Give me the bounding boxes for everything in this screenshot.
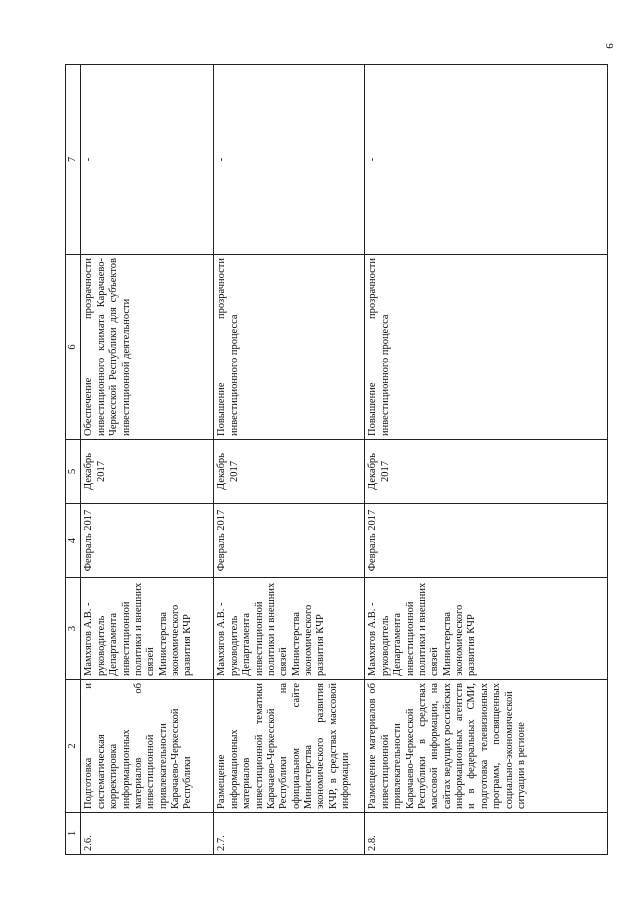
page-number: 9 (602, 43, 615, 49)
note-cell: - (365, 65, 608, 255)
result-cell: Повышение прозрачности инвестиционного процесса (214, 255, 365, 440)
activity-cell: Размещение информационных материалов инвестиционной тематики Карачаево-Черкесской Республики на официальном сайте Министерства экономического развития КЧР, в средствах массовой информации (214, 680, 365, 813)
end-date-cell: Декабрь 2017 (214, 440, 365, 504)
rotated-table-wrapper (65, 65, 608, 855)
responsible-cell: Мамхягов А.В. - руководитель Департамента инвестиционной политики и внешних связей Министерства экономического развития КЧР (214, 578, 365, 680)
column-number: 5 (66, 440, 81, 504)
responsible-cell: Мамхягов А.В. - руководитель Департамента инвестиционной политики и внешних связей Министерства экономического развития КЧР (365, 578, 608, 680)
responsible-cell: Мамхягов А.В. - руководитель Департамента инвестиционной политики и внешних связей Министерства экономического развития КЧР (81, 578, 214, 680)
activity-cell: Подготовка и систематическая корректировка информационных материалов об инвестиционной привлекательности Карачаево-Черкесской Республики (81, 680, 214, 813)
end-date-cell: Декабрь 2017 (81, 440, 214, 504)
column-number: 1 (66, 813, 81, 855)
result-cell: Повышение прозрачности инвестиционного процесса (365, 255, 608, 440)
note-cell: - (214, 65, 365, 255)
row-number: 2.6. (81, 813, 214, 855)
column-number: 3 (66, 578, 81, 680)
column-number: 7 (66, 65, 81, 255)
column-number: 6 (66, 255, 81, 440)
measures-table (65, 64, 608, 855)
table-row (214, 65, 365, 855)
start-date-cell: Февраль 2017 (214, 504, 365, 578)
table-row (365, 65, 608, 855)
activity-cell: Размещение материалов об инвестиционной привлекательности Карачаево-Черкесской Республики в средствах массовой информации, на сайтах ведущих российских информационных агентств и в федеральных СМИ, подготовка телевизионных программ, посвященных социально-экономической ситуации в регионе (365, 680, 608, 813)
column-number-row (66, 65, 81, 855)
row-number: 2.8. (365, 813, 608, 855)
start-date-cell: Февраль 2017 (365, 504, 608, 578)
end-date-cell: Декабрь 2017 (365, 440, 608, 504)
note-cell: - (81, 65, 214, 255)
start-date-cell: Февраль 2017 (81, 504, 214, 578)
row-number: 2.7. (214, 813, 365, 855)
column-number: 4 (66, 504, 81, 578)
table-row (81, 65, 214, 855)
column-number: 2 (66, 680, 81, 813)
result-cell: Обеспечение прозрачности инвестиционного климата Карачаево-Черкесской Республики для субъектов инвестиционной деятельности (81, 255, 214, 440)
